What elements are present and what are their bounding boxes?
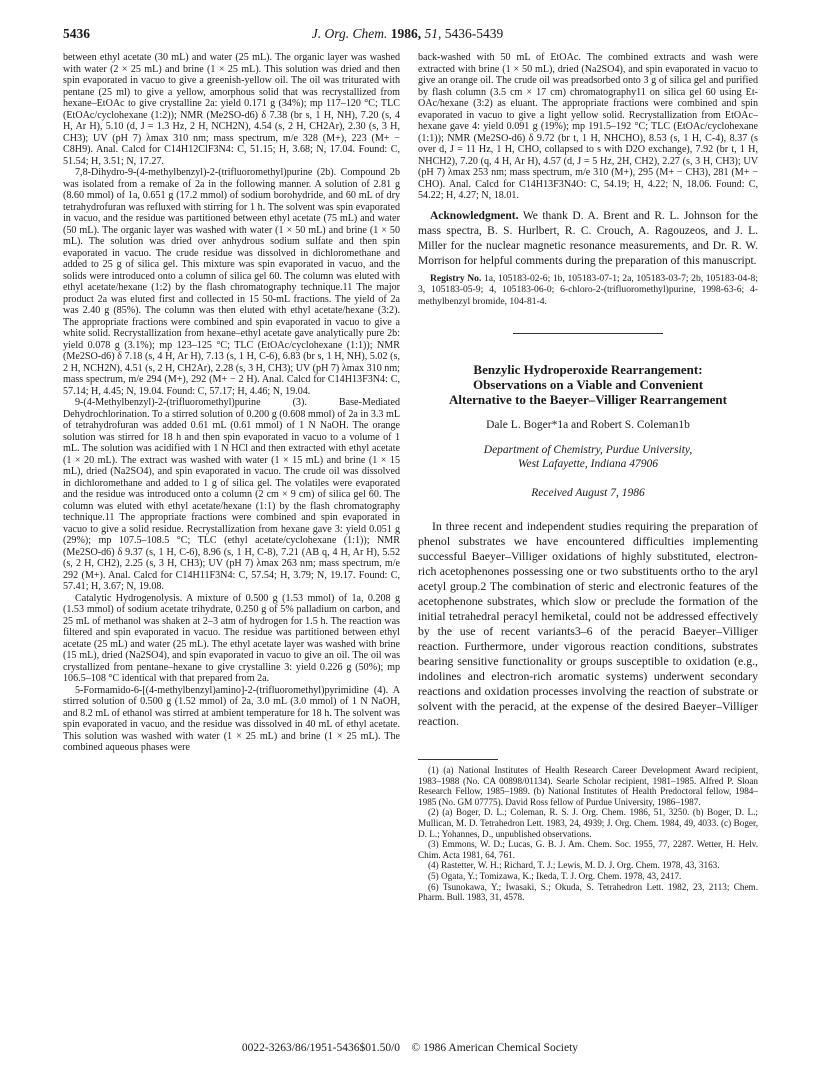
right-column: [418, 52, 758, 903]
registry-text: 1a, 105183-02-6; 1b, 105183-07-1; 2a, 105183-03-7; 2b, 105183-04-8; 3, 105183-05-9; 4, 105183-06-0; 6-chloro-2-(trifluoromethyl)purine, 1998-63-6; 4-methylbenzyl bromide, 104-81-4.: [418, 272, 758, 307]
footnote: (1) (a) National Institutes of Health Research Career Development Award recipient, 1983–1988 (No. CA 00898/01134). Searle Scholar recipient, 1981–1985. Alfred P. Sloan Research Fellow, 1985–1989. (b) National Institutes of Health Predoctoral fellow, 1984–1985 (No. GM 07775). David Ross fellow of Purdue University, 1986–1987.: [418, 765, 758, 807]
registry-numbers: [418, 273, 758, 308]
affiliation: [418, 443, 758, 471]
footnote: (2) (a) Boger, D. L.; Coleman, R. S. J. Org. Chem. 1986, 51, 3250. (b) Boger, D. L.; Mullican, M. D. Tetrahedron Lett. 1983, 24, 4939; J. Org. Chem. 1984, 49, 4033. (c) Boger, D. L.; Yohannes, D., unpublished observations.: [418, 807, 758, 839]
experimental-paragraph: back-washed with 50 mL of EtOAc. The combined extracts and wash were extracted with brine (1 × 50 mL), dried (Na2SO4), and spin evaporated in vacuo to give an orange oil. The crude oil was preadsorbed onto 3 g of silica gel and purified by flash column (3.5 cm × 17 cm) chromatography11 on silica gel 60 using Et-OAc/hexane (3:2) as eluant. The appropriate fractions were combined and spin evaporated in vacuo to give a light yellow solid. Recrystallization from EtOAc–hexane gave 4: yield 0.091 g (19%); mp 191.5–192 °C; TLC (EtOAc/cyclohexane (1:1)); NMR (Me2SO-d6) δ 9.72 (br t, 1 H, NHCHO), 8.53 (s, 1 H, C-4), 8.37 (s over d, J = 11 Hz, 1 H, CHO, collapsed to s with D2O exchange), 7.92 (br t, 1 H, NHCH2), 7.20 (q, 4 H, Ar H), 4.57 (d, J = 5 Hz, 2H, CH2), 2.27 (s, 3 H, CH3); UV (pH 7) λmax 253 nm; mass spectrum, m/e 310 (M+), 295 (M+ − CH3), 281 (M+ − CHO). Anal. Calcd for C14H13F3N4O: C, 54.19; H, 4.22; N, 18.06. Found: C, 54.22; H, 4.27; N, 18.01.: [418, 52, 758, 201]
affiliation-line: Department of Chemistry, Purdue University,: [483, 444, 693, 456]
article-code: 0022-3263/86/1951-5436$01.50/0: [241, 1042, 401, 1054]
received-date: Received August 7, 1986: [531, 487, 645, 499]
registry-heading: Registry No.: [430, 272, 482, 284]
journal-pages: 5436-5439: [444, 26, 504, 41]
left-column: [63, 52, 400, 754]
article-body: In three recent and independent studies requiring the preparation of phenol substrates we have encountered difficulties implementing successful Baeyer–Villiger oxidations of highly substituted, electron-rich acetophenones possessing one or two substituents ortho to the aryl acetyl group.2 The combination of steric and electronic features of the acetophenone substrates, which slow or preclude the formation of the initial tetrahedral peracyl hemiketal, could not be addressed effectively by the use of recent variants3–6 of the peracid Baeyer–Villiger reaction. Furthermore, under vigorous reaction conditions, substrates bearing sensitive functionality or groups susceptible to oxidation (e.g., indolines and electron-rich aromatic systems) underwent secondary reactions and oxidation processes involving the reaction of substrate or solvent with the peracid, at the expense of the desired Baeyer–Villiger reaction.: [418, 519, 758, 728]
article-title: [418, 362, 758, 407]
footnote: (4) Rastetter, W. H.; Richard, T. J.; Lewis, M. D. J. Org. Chem. 1978, 43, 3163.: [428, 860, 720, 871]
experimental-paragraph: Catalytic Hydrogenolysis. A mixture of 0.500 g (1.53 mmol) of 1a, 0.208 g (1.53 mmol) of sodium acetate trihydrate, 0.250 g of 5% palladium on carbon, and 25 mL of methanol was shaken at 2–3 atm of hydrogen for 1.5 h. The reaction was filtered and spin evaporated in vacuo. The residue was partitioned between ethyl acetate (25 mL) and water (25 mL). The ethyl acetate layer was washed with brine (15 mL), dried (Na2SO4), and spin evaporated in vacuo to give an oil. The oil was crystallized from pentane–hexane to give crystalline 3: yield 0.226 g (50%); mp 106.5–108 °C identical with that prepared from 2a.: [63, 592, 400, 684]
article-title-line: Alternative to the Baeyer–Villiger Rearrangement: [449, 392, 727, 407]
footnote: (3) Emmons, W. D.; Lucas, G. B. J. Am. Chem. Soc. 1955, 77, 2287. Wetter, H. Helv. Chim. Acta 1981, 64, 761.: [418, 839, 758, 860]
experimental-paragraph: 9-(4-Methylbenzyl)-2-(trifluoromethyl)purine (3). Base-Mediated Dehydrochlorination. To a stirred solution of 0.200 g (0.608 mmol) of 2a in 3.3 mL of tetrahydrofuran was added 0.61 mL (0.61 mmol) of 1 N NaOH. The orange solution was stirred for 18 h and then spin evaporated in vacuo to a volume of 1 mL. The solution was acidified with 1 N HCl and then extracted with ethyl acetate (1 × 20 mL). The extract was washed with water (1 × 15 mL) and brine (1 × 15 mL), dried (Na2SO4), and spin evaporated in vacuo. The crude oil was dissolved in dichloromethane and added to 1 g of silica gel. The volatiles were evaporated and the residue was introduced onto a column (2 cm × 9 cm) of silica gel 60. The column was eluted with ethyl acetate/hexane (1:1) by the flash chromatography technique.11 The appropriate fractions were combined and spin evaporated in vacuo to give a solid residue. Recrystallization from hexane gave 3: yield 0.051 g (29%); mp 107.5–108.5 °C; TLC (ethyl acetate/cyclohexane (1:1)); NMR (Me2SO-d6) δ 9.37 (s, 1 H, C-6), 8.96 (s, 1 H, C-8), 7.21 (AB q, 4 H, Ar H), 5.52 (s, 2 H, CH2), 2.25 (s, 3 H, CH3); UV (pH 7) λmax 263 nm; mass spectrum, m/e 292 (M+). Anal. Calcd for C14H11F3N4: C, 57.54; H, 3.79; N, 19.17. Found: C, 57.41; H, 3.67; N, 19.08.: [63, 397, 400, 592]
article-title-line: Observations on a Viable and Convenient: [472, 377, 704, 392]
journal-name: J. Org. Chem.: [311, 26, 388, 41]
journal-citation: [63, 26, 752, 42]
acknowledgment: [418, 209, 758, 269]
journal-volume: 51,: [424, 26, 442, 41]
copyright: © 1986 American Chemical Society: [411, 1042, 579, 1054]
footnotes: [418, 765, 758, 903]
experimental-paragraph: between ethyl acetate (30 mL) and water (25 mL). The organic layer was washed with water (2 × 25 mL) and brine (1 × 25 mL). This solution was dried and then spin evaporated in vacuo to give a greenish-yellow oil. The oil was triturated with pentane (25 ml) to give a yellow, amorphous solid that was recrystallized from hexane–EtOAc to give crystalline 2a: yield 0.171 g (34%); mp 117–120 °C; TLC (EtOAc/cyclohexane (1:2)); NMR (Me2SO-d6) δ 7.38 (br s, 1 H, NH), 7.20 (s, 4 H, Ar H), 5.10 (d, J = 1.3 Hz, 2 H, NCH2N), 4.54 (s, 2 H, CH2Ar), 2.30 (s, 3 H, CH3); UV (pH 7) λmax 310 nm; mass spectrum, m/e 328 (M+), 223 (M+ − C8H9). Anal. Calcd for C14H12ClF3N4: C, 51.15; H, 3.68; N, 17.04. Found: C, 51.54; H, 3.51; N, 17.27.: [63, 52, 400, 167]
running-header: [63, 26, 752, 42]
footnote-divider: [418, 759, 498, 760]
page-footer: [0, 1042, 820, 1054]
article-title-line: Benzylic Hydroperoxide Rearrangement:: [473, 362, 703, 377]
experimental-paragraph: 5-Formamido-6-[(4-methylbenzyl)amino]-2-(trifluoromethyl)pyrimidine (4). A stirred solution of 0.500 g (1.52 mmol) of 2a, 3.0 mL (3.0 mmol) of 1 N NaOH, and 8.2 mL of ethanol was stirred at ambient temperature for 18 h. The solvent was spin evaporated in vacuo, and the residue was dissolved in 40 mL of ethyl acetate. This solution was washed with water (1 × 25 mL) and brine (1 × 25 mL). The combined aqueous phases were: [63, 684, 400, 753]
footnote: (5) Ogata, Y.; Tomizawa, K.; Ikeda, T. J. Org. Chem. 1978, 43, 2417.: [428, 870, 682, 881]
section-divider: [513, 333, 663, 334]
experimental-paragraph: 7,8-Dihydro-9-(4-methylbenzyl)-2-(trifluoromethyl)purine (2b). Compound 2b was isolated from a remake of 2a in the following manner. A solution of 2.81 g (8.60 mmol) of 1a, 0.651 g (17.2 mmol) of sodium borohydride, and 60 mL of dry tetrahydrofuran was refluxed with stirring for 1 h. The solvent was spin evaporated in vacuo, and the residue was partitioned between ethyl acetate (75 mL) and water (50 mL). The organic layer was washed with water (1 × 50 mL) and brine (1 × 50 mL). The solution was dried over anhydrous sodium sulfate and then spin evaporated in vacuo. The crude residue was dissolved in dichloromethane and added to 25 g of silica gel. This mixture was spin evaporated in vacuo, and the solids were introduced onto a column of silica gel 60. The column was eluted with ethyl acetate/hexane (1:2) by the flash chromatography technique.11 The major product 2a was eluted first and collected in 15 50-mL fractions. The yield of 2a was 2.40 g (85%). The column was then eluted with ethyl acetate/hexane (3:2). The appropriate fractions were combined and spin evaporated in vacuo to give a white solid. Recrystallization from hexane–ethyl acetate gave analytically pure 2b: yield 0.078 g (3.1%); mp 123–125 °C; TLC (EtOAc/cyclohexane (1:1)); NMR (Me2SO-d6) δ 7.18 (s, 4 H, Ar H), 7.13 (s, 1 H, C-6), 6.83 (br s, 1 H, NH), 5.02 (s, 2 H, NCH2N), 4.51 (s, 2 H, CH2Ar), 2.28 (s, 3 H, CH3); UV (pH 7) λmax 310 nm; mass spectrum, m/e 294 (M+), 292 (M+ − 2 H). Anal. Calcd for C14H13F3N4: C, 57.14; H, 4.45; N, 19.04. Found: C, 57.17; H, 4.46; N, 19.04.: [63, 167, 400, 397]
journal-year: 1986,: [390, 26, 422, 41]
page-number: 5436: [63, 26, 90, 41]
acknowledgment-text: We thank D. A. Brent and R. L. Johnson for the mass spectra, B. S. Hurlbert, R. C. Crouch, A. Ragouzeos, and J. L. Miller for the nuclear magnetic resonance measurements, and Dr. R. W. Morrison for helpful comments during the preparation of this manuscript.: [418, 209, 758, 267]
affiliation-line: West Lafayette, Indiana 47906: [517, 458, 659, 470]
authors: Dale L. Boger*1a and Robert S. Coleman1b: [486, 419, 690, 431]
acknowledgment-heading: Acknowledgment.: [430, 209, 519, 222]
footnote: (6) Tsunokawa, Y.; Iwasaki, S.; Okuda, S. Tetrahedron Lett. 1982, 23, 2113; Chem. Pharm. Bull. 1983, 31, 4578.: [418, 881, 758, 903]
